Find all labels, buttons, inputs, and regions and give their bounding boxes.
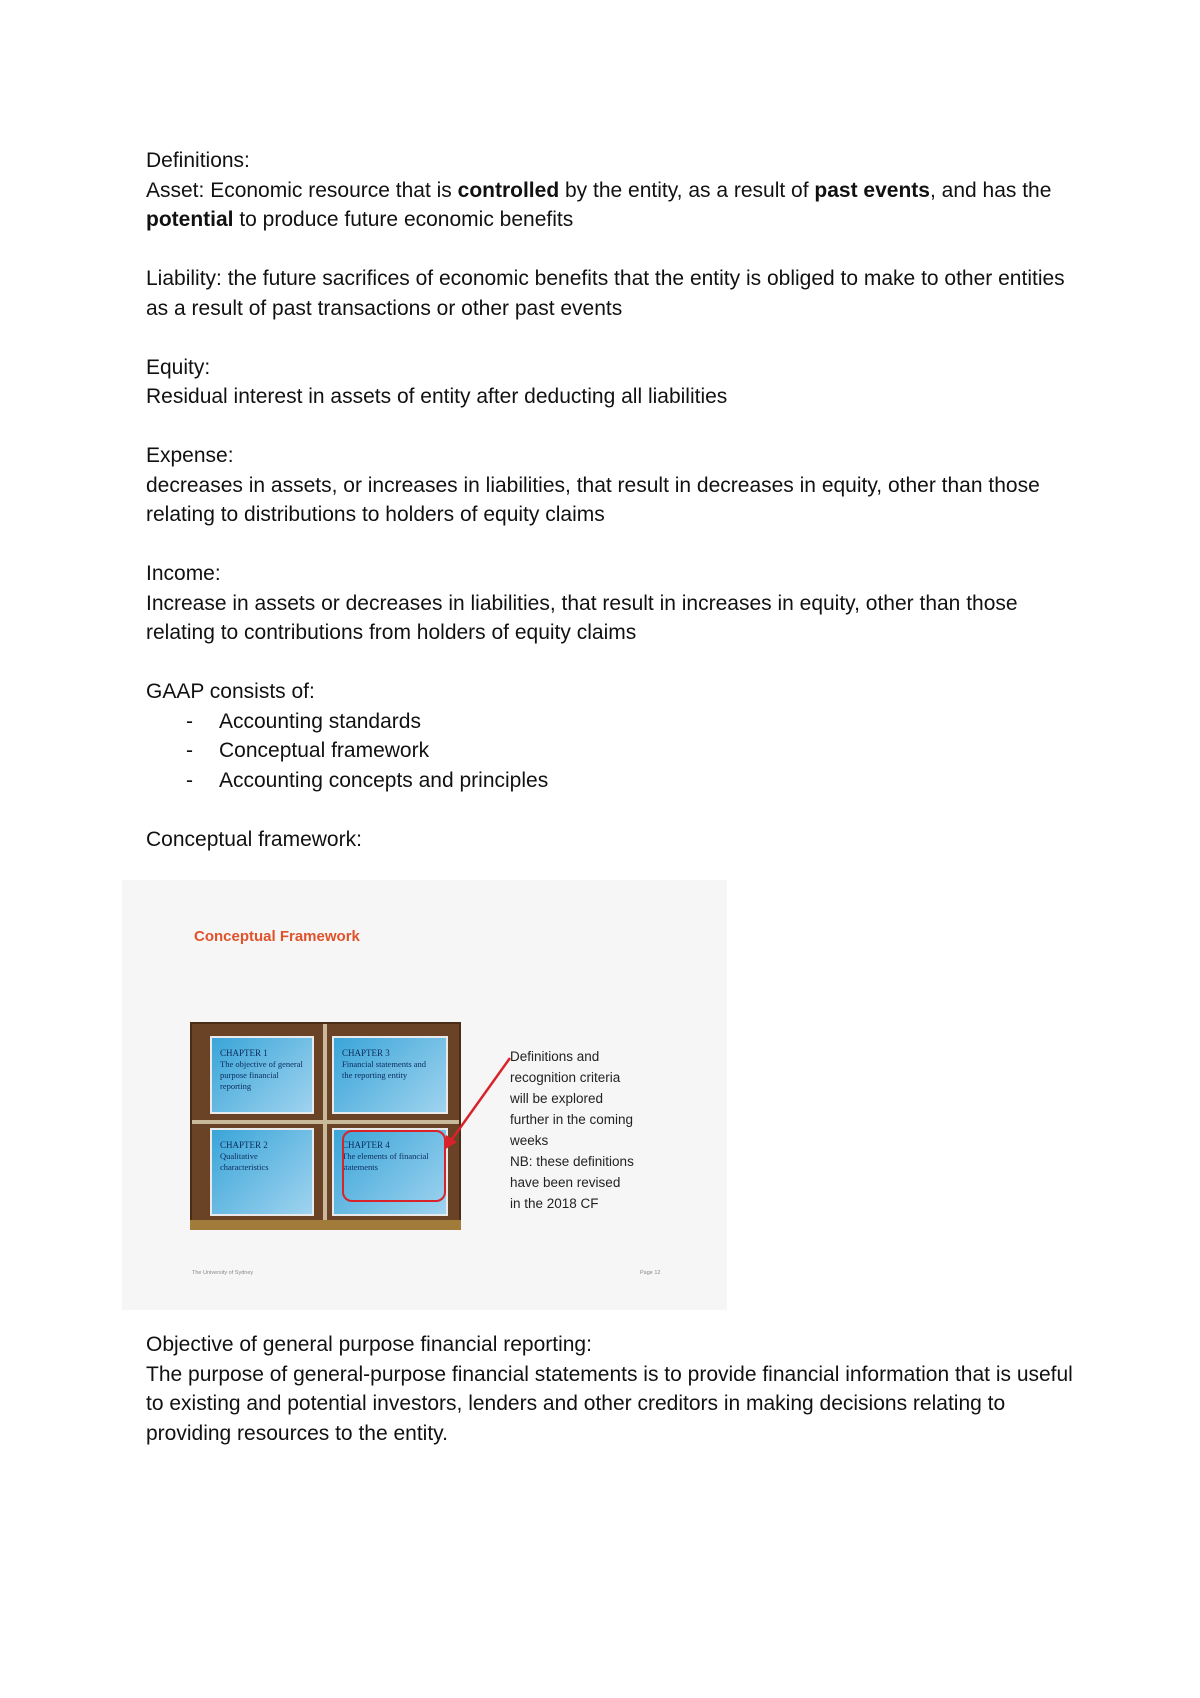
chapter-text: Qualitative characteristics bbox=[220, 1151, 269, 1172]
slide-note bbox=[510, 1046, 680, 1214]
asset-bold-controlled: controlled bbox=[457, 178, 560, 202]
chapter-label: CHAPTER 4 bbox=[342, 1140, 390, 1150]
gaap-list bbox=[146, 707, 1086, 796]
liability-definition: Liability: the future sacrifices of economic benefits that the entity is obliged to make to other entities as a result of past transactions or other past events bbox=[146, 267, 1065, 320]
chapter-text: Financial statements and the reporting entity bbox=[342, 1059, 427, 1080]
note-line: weeks bbox=[510, 1133, 549, 1148]
asset-bold-potential: potential bbox=[146, 208, 234, 231]
chapter-text: The elements of financial statements bbox=[342, 1151, 429, 1172]
chapter-label: CHAPTER 1 bbox=[220, 1048, 268, 1058]
gaap-item: - Accounting concepts and principles bbox=[146, 766, 1086, 796]
slide-footer-left: The University of Sydney bbox=[192, 1270, 254, 1276]
slide-footer-right: Page 12 bbox=[640, 1270, 661, 1276]
note-line: in the 2018 CF bbox=[510, 1196, 599, 1211]
income-heading: Income: bbox=[146, 562, 221, 585]
definitions-section bbox=[146, 146, 1086, 854]
expense-definition: decreases in assets, or increases in liabilities, that result in decreases in equity, other than those relating to distributions to holders of equity claims bbox=[146, 473, 1040, 526]
note-line: Definitions and bbox=[510, 1049, 600, 1064]
gaap-heading: GAAP consists of: bbox=[146, 680, 315, 703]
chapter-label: CHAPTER 2 bbox=[220, 1140, 268, 1150]
objective-text: The purpose of general-purpose financial statements is to provide financial information that is useful to existing and potential investors, lenders and other creditors in making decisions relating to providing resources to the entity. bbox=[146, 1362, 1073, 1445]
income-definition: Increase in assets or decreases in liabilities, that result in increases in equity, other than those relating to contributions from holders of equity claims bbox=[146, 591, 1018, 644]
note-line: recognition criteria bbox=[510, 1070, 621, 1085]
asset-bold-past-events: past events bbox=[814, 178, 930, 202]
chapter-text: The objective of general purpose financial reporting bbox=[220, 1059, 303, 1091]
asset-text-2: by the entity, as a result of bbox=[559, 178, 815, 202]
slide-title: Conceptual Framework bbox=[194, 928, 360, 945]
asset-text-4: to produce future economic benefits bbox=[233, 208, 574, 231]
conceptual-framework-heading: Conceptual framework: bbox=[146, 827, 362, 851]
gaap-item: - Accounting standards bbox=[146, 707, 1086, 737]
equity-heading: Equity: bbox=[146, 355, 211, 379]
note-line: NB: these definitions bbox=[510, 1154, 634, 1169]
objective-heading: Objective of general purpose financial reporting: bbox=[146, 1333, 592, 1356]
asset-definition bbox=[146, 176, 1086, 235]
note-line: will be explored bbox=[510, 1091, 604, 1106]
objective-section bbox=[146, 1330, 1086, 1448]
asset-text-1: Asset: Economic resource that is bbox=[146, 178, 458, 202]
chapter-label: CHAPTER 3 bbox=[342, 1048, 390, 1058]
note-line: have been revised bbox=[510, 1175, 621, 1190]
gaap-item: - Conceptual framework bbox=[146, 736, 1086, 766]
note-line: further in the coming bbox=[510, 1112, 634, 1127]
conceptual-framework-slide bbox=[122, 880, 727, 1310]
expense-heading: Expense: bbox=[146, 444, 234, 467]
equity-definition: Residual interest in assets of entity after deducting all liabilities bbox=[146, 385, 728, 408]
asset-text-3: , and has the bbox=[929, 178, 1052, 202]
definitions-heading: Definitions: bbox=[146, 149, 250, 172]
